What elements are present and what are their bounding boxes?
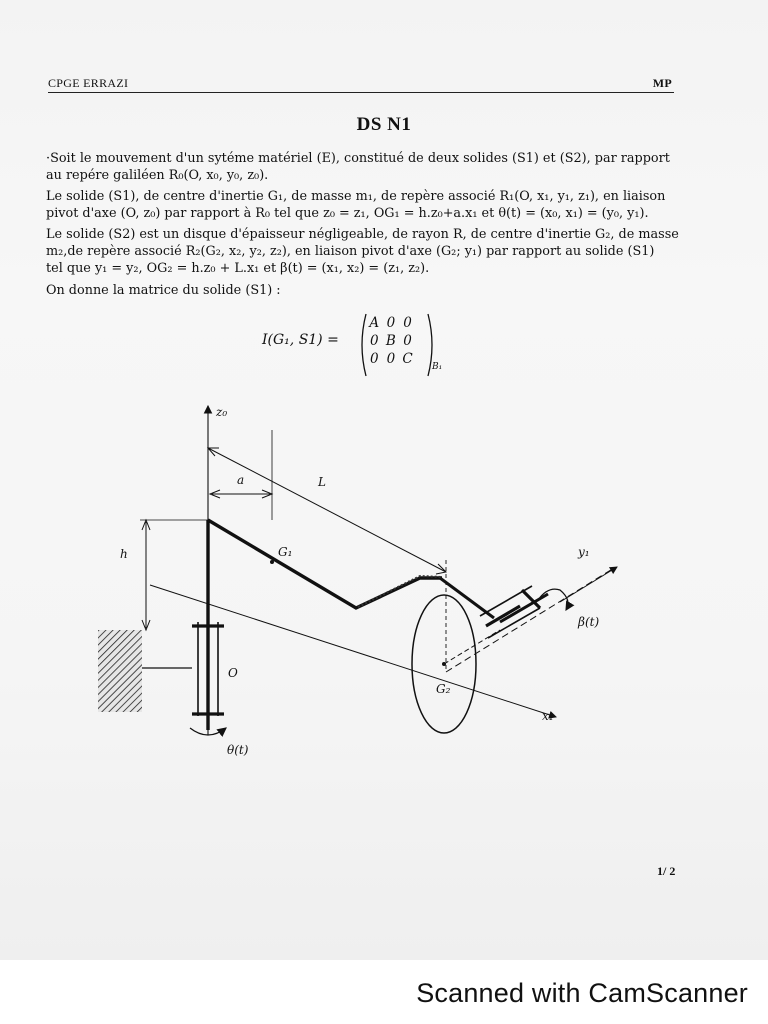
matrix-cell: C	[402, 351, 413, 367]
matrix-basis: B₁	[432, 362, 443, 372]
matrix-cell: 0	[403, 333, 412, 349]
text-line: ·Soit le mouvement d'un sytéme matériel (E), constitué de deux solides (S1) et (S2), par rapport	[46, 151, 670, 166]
text-line: au repére galiléen R₀(O, x₀, y₀, z₀).	[46, 168, 269, 183]
ground-hatch	[98, 630, 142, 712]
h-label: h	[120, 547, 128, 561]
text-line: Le solide (S2) est un disque d'épaisseur négligeable, de rayon R, de centre d'inertie G₂, de masse	[46, 227, 679, 242]
matrix-cell: 0	[369, 351, 379, 367]
matrix-cell: B	[385, 333, 396, 349]
matrix-cell: 0	[369, 333, 379, 349]
l-arrow-icon	[208, 448, 219, 456]
page-number: 1/ 2	[657, 864, 676, 878]
text-line: m₂,de repère associé R₂(G₂, x₂, y₂, z₂), en liaison pivot d'axe (G₂; y₁) par rapport au solide (S1)	[46, 244, 655, 259]
g2-label: G₂	[436, 682, 451, 696]
a-label: a	[237, 473, 245, 487]
matrix-cell: A	[369, 315, 380, 331]
header-school: CPGE ERRAZI	[48, 76, 129, 90]
g2-point	[442, 662, 446, 666]
l-dimension-line	[208, 448, 446, 572]
y1-label: y₁	[578, 545, 590, 559]
text-line: pivot d'axe (O, z₀) par rapport à R₀ tel que z₀ = z₁, OG₁ = h.z₀+a.x₁ et θ(t) = (x₀, x₁) = (y₀, y₁).	[46, 206, 649, 221]
o-label: O	[228, 666, 238, 680]
y1-axis-head	[560, 567, 617, 602]
text-line: Le solide (S1), de centre d'inertie G₁, de masse m₁, de repère associé R₁(O, x₁, y₁, z₁), en liaison	[46, 189, 666, 204]
matrix-cell: 0	[386, 315, 396, 331]
g1-point	[270, 560, 274, 564]
page-title: DS N1	[356, 114, 412, 135]
x1-label: x₁	[542, 709, 554, 723]
watermark-text: Scanned with CamScanner	[416, 978, 748, 1008]
l-label: L	[318, 475, 326, 489]
z0-label: z₀	[216, 405, 228, 419]
matrix-cell: 0	[386, 351, 396, 367]
matrix-cell: 0	[403, 315, 412, 331]
g1-label: G₁	[278, 545, 293, 559]
header-class: MP	[652, 76, 672, 90]
solid-s1-arm	[208, 520, 442, 608]
text-line: On donne la matrice du solide (S1) :	[46, 283, 281, 298]
text-line: tel que y₁ = y₂, OG₂ = h.z₀ + L.x₁ et β(t) = (x₁, x₂) = (z₁, z₂).	[46, 261, 430, 276]
beta-label: β(t)	[578, 615, 600, 629]
matrix-label: I(G₁, S1) =	[262, 332, 339, 348]
theta-label: θ(t)	[227, 743, 249, 757]
